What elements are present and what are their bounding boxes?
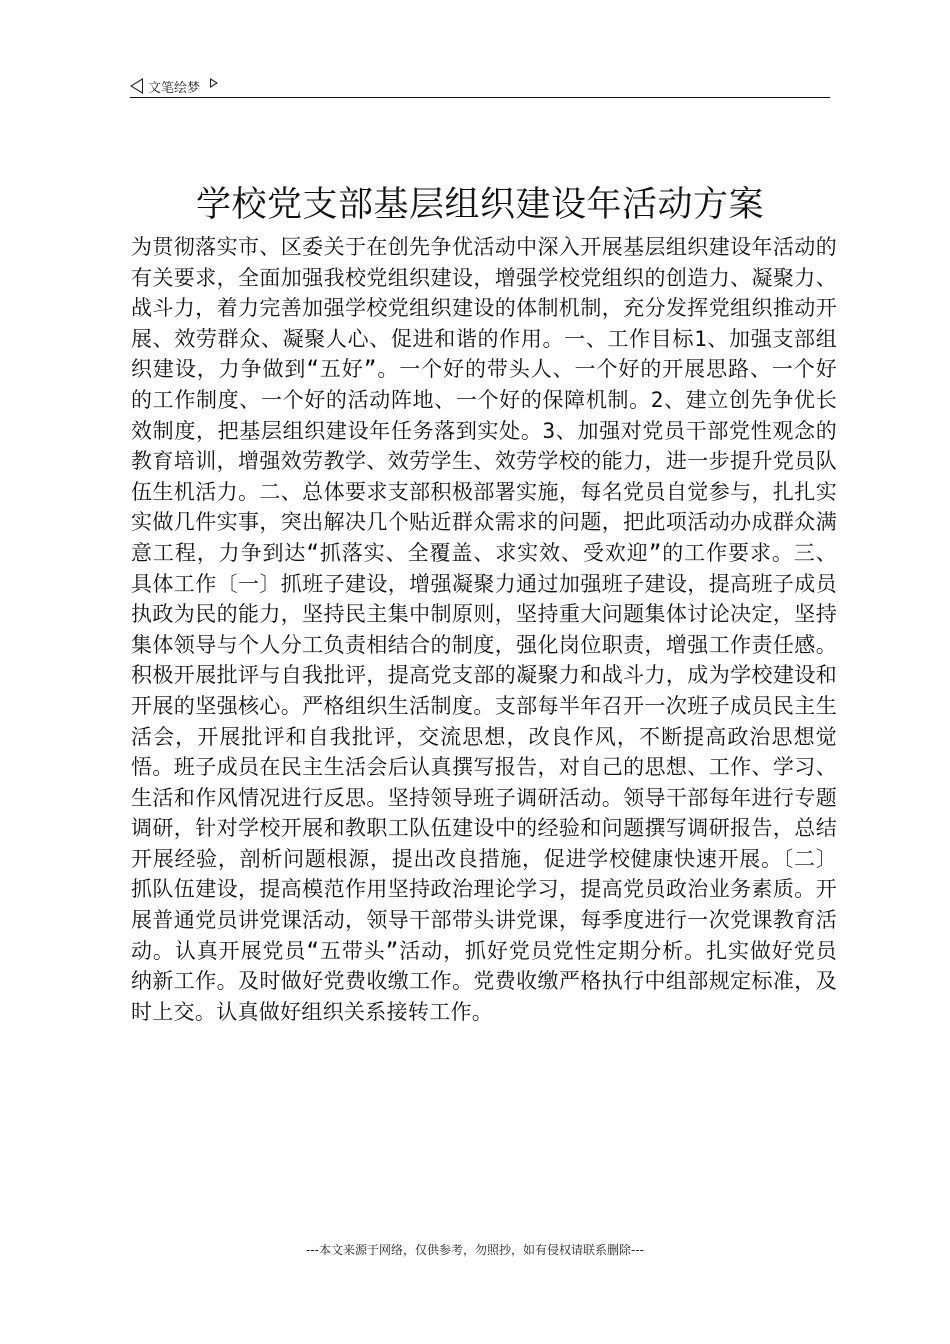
document-body: 为贯彻落实市、区委关于在创先争优活动中深入开展基层组织建设年活动的有关要求，全面加强我校党组织建设，增强学校党组织的创造力、凝聚力、战斗力，着力完善加强学校党组织建设的体制机制，充分发挥党组织推动开展、效劳群众、凝聚人心、促进和谐的作用。一、工作目标1、加强支部组织建设，力争做到“五好”。一个好的带头人、一个好的开展思路、一个好的工作制度、一个好的活动阵地、一个好的保障机制。2、建立创先争优长效制度，把基层组织建设年任务落到实处。3、加强对党员干部党性观念的教育培训，增强效劳教学、效劳学生、效劳学校的能力，进一步提升党员队伍生机活力。二、总体要求支部积极部署实施，每名党员自觉参与，扎扎实实做几件实事，突出解决几个贴近群众需求的问题，把此项活动办成群众满意工程，力争到达“抓落实、全覆盖、求实效、受欢迎”的工作要求。三、具体工作〔一〕抓班子建设，增强凝聚力通过加强班子建设，提高班子成员执政为民的能力，坚持民主集中制原则，坚持重大问题集体讨论决定，坚持集体领导与个人分工负责相结合的制度，强化岗位职责，增强工作责任感。积极开展批评与自我批评，提高党支部的凝聚力和战斗力，成为学校建设和开展的坚强核心。严格组织生活制度。支部每半年召开一次班子成员民主生活会，开展批评和自我批评，交流思想，改良作风，不断提高政治思想觉悟。班子成员在民主生活会后认真撰写报告，对自己的思想、工作、学习、生活和作风情况进行反思。坚持领导班子调研活动。领导干部每年进行专题调研，针对学校开展和教职工队伍建设中的经验和问题撰写调研报告，总结开展经验，剖析问题根源，提出改良措施，促进学校健康快速开展。〔二〕抓队伍建设，提高模范作用坚持政治理论学习，提高党员政治业务素质。开展普通党员讲党课活动，领导干部带头讲党课，每季度进行一次党课教育活动。认真开展党员“五带头”活动，抓好党员党性定期分析。扎实做好党员纳新工作。及时做好党费收缴工作。党费收缴严格执行中组部规定标准，及时上交。认真做好组织关系接转工作。 xyxy=(131,235,837,1024)
triangle-right-icon xyxy=(210,78,218,88)
header-brand-text: 文笔绘梦 xyxy=(148,80,201,96)
page-header xyxy=(130,74,218,98)
footer-disclaimer: ---本文来源于网络，仅供参考，勿照抄，如有侵权请联系删除--- xyxy=(306,1243,644,1257)
document-title: 学校党支部基层组织建设年活动方案 xyxy=(195,185,764,225)
triangle-left-icon xyxy=(130,78,143,94)
header-divider xyxy=(130,97,830,98)
